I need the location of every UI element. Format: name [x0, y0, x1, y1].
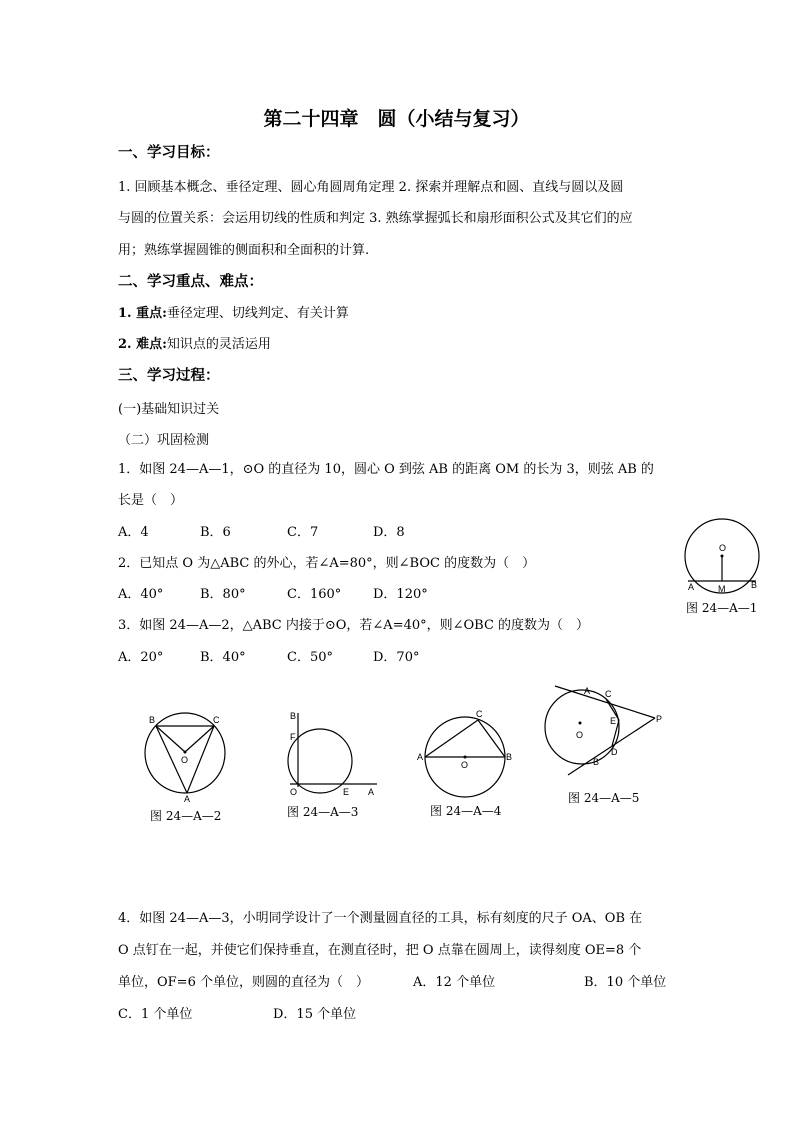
- process-sub-2: （二）巩固检测: [118, 433, 210, 448]
- q2-choice-d: D．120°: [373, 587, 428, 602]
- f1-label-a: A: [688, 582, 695, 592]
- q4-choice-c: C．1 个单位: [118, 1007, 193, 1022]
- question-3-line-1: 3．如图 24—A—2，△ABC 内接于⊙O，若∠A=40°，则∠OBC 的度数为（ ）: [118, 618, 590, 633]
- f4-label-o: O: [461, 760, 469, 770]
- f3-label-a: A: [368, 787, 375, 797]
- f2-label-b: B: [149, 715, 156, 725]
- question-4-line-1: 4．如图 24—A—3，小明同学设计了一个测量圆直径的工具，标有刻度的尺子 OA、OB 在: [118, 911, 643, 926]
- f3-label-o: O: [290, 787, 298, 797]
- key-point-label: 1. 重点:: [118, 306, 167, 321]
- f3-caption: 图 24—A—3: [287, 805, 359, 819]
- f1-label-b: B: [751, 580, 758, 590]
- question-2-line-1: 2．已知点 O 为△ABC 的外心，若∠A=80°，则∠BOC 的度数为（ ）: [118, 556, 536, 571]
- q4-choice-b: B．10 个单位: [584, 975, 667, 990]
- f1-label-o: O: [719, 543, 727, 553]
- f4-label-a: A: [417, 752, 424, 762]
- f5-label-p: P: [656, 714, 663, 724]
- f1-caption: 图 24—A—1: [686, 601, 758, 615]
- goals-line-2: 与圆的位置关系：会运用切线的性质和判定 3. 熟练掌握弧长和扇形面积公式及其它们的应: [118, 211, 633, 226]
- f5-label-o: O: [576, 730, 584, 740]
- f5-label-c: C: [605, 689, 612, 699]
- f3-label-b: B: [290, 711, 297, 721]
- f5-label-a: A: [584, 686, 591, 696]
- q1-choice-c: C．7: [287, 525, 319, 540]
- q3-choice-c: C．50°: [287, 650, 333, 665]
- f3-label-f: F: [290, 732, 296, 742]
- q2-choice-b: B．80°: [200, 587, 246, 602]
- f5-label-d: D: [611, 747, 618, 757]
- section-goals-heading: 一、学习目标：: [118, 145, 220, 161]
- q4-choice-a: A．12 个单位: [413, 975, 496, 990]
- q3-choice-a: A．20°: [118, 650, 164, 665]
- f4-label-c: C: [476, 709, 483, 719]
- q2-choice-a: A．40°: [118, 587, 164, 602]
- q1-choice-d: D．8: [373, 525, 405, 540]
- section-process-heading: 三、学习过程：: [118, 368, 220, 384]
- process-sub-1: (一)基础知识过关: [118, 402, 220, 417]
- goals-line-3: 用；熟练掌握圆锥的侧面积和全面积的计算.: [118, 243, 370, 258]
- key-point-text: 垂径定理、切线判定、有关计算: [166, 306, 349, 321]
- q2-choice-c: C．160°: [287, 587, 342, 602]
- q4-choice-d: D．15 个单位: [273, 1007, 357, 1022]
- section-keypoints-heading: 二、学习重点、难点：: [118, 274, 263, 290]
- q1-choice-a: A．4: [118, 525, 149, 540]
- q3-choice-d: D．70°: [373, 650, 420, 665]
- f1-label-m: M: [718, 584, 726, 594]
- f2-label-o: O: [181, 755, 189, 765]
- question-4-line-3: 单位，OF=6 个单位，则圆的直径为（ ）: [118, 975, 369, 990]
- f5-caption: 图 24—A—5: [568, 791, 640, 805]
- goals-line-1: 1. 回顾基本概念、垂径定理、圆心角圆周角定理 2. 探索并理解点和圆、直线与圆以及圆: [118, 180, 624, 195]
- question-1-line-2: 长是（ ）: [118, 493, 184, 508]
- f3-label-e: E: [343, 787, 350, 797]
- f2-label-a: A: [184, 794, 191, 804]
- question-1-line-1: 1．如图 24—A—1，⊙O 的直径为 10，圆心 O 到弦 AB 的距离 OM 的长为 3，则弦 AB 的: [118, 462, 654, 477]
- f5-label-b: B: [593, 757, 600, 767]
- hard-point-text: 知识点的灵活运用: [166, 337, 271, 352]
- f2-label-c: C: [213, 715, 220, 725]
- q1-choice-b: B．6: [200, 525, 231, 540]
- f5-center-dot: [579, 722, 582, 725]
- question-4-line-2: O 点钉在一起，并使它们保持垂直，在测直径时，把 O 点靠在圆周上，读得刻度 OE=8 个: [118, 943, 642, 958]
- q3-choice-b: B．40°: [200, 650, 246, 665]
- f2-caption: 图 24—A—2: [150, 809, 222, 823]
- page-title: 第二十四章 圆（小结与复习）: [263, 108, 530, 130]
- hard-point-label: 2. 难点:: [118, 337, 167, 352]
- f4-label-b: B: [506, 752, 513, 762]
- f4-caption: 图 24—A—4: [430, 804, 502, 818]
- f5-label-e: E: [610, 716, 617, 726]
